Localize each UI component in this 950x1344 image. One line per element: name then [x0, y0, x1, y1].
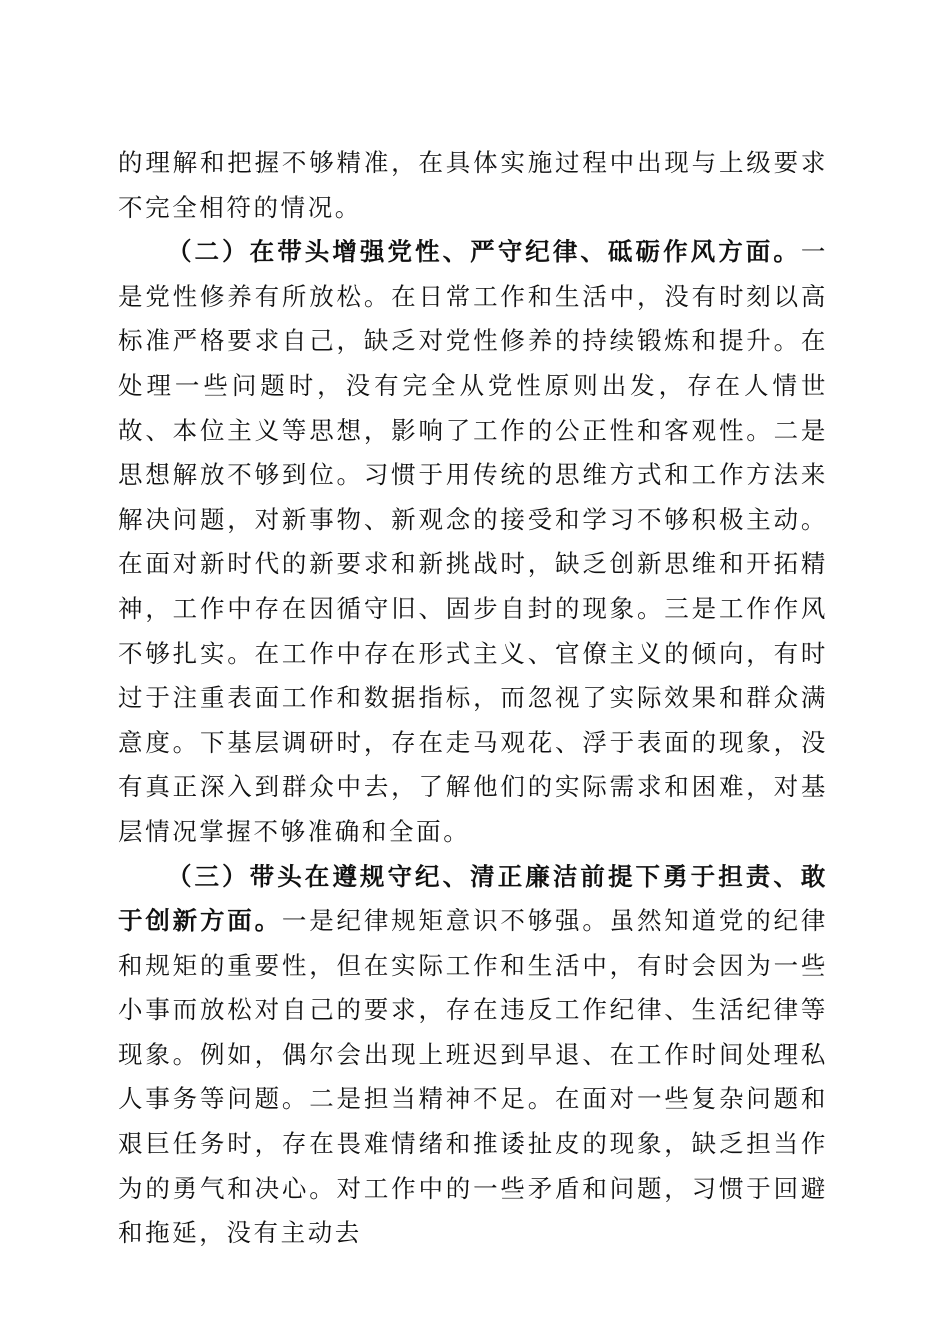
paragraph-continuation	[118, 141, 828, 230]
section-lead: 一是党性修养有所放松。	[118, 237, 828, 311]
paragraph-text: 的理解和把握不够精准，在具体实施过程中出现与上级要求不完全相符的情况。	[118, 148, 828, 222]
section-heading: （三）带头在遵规守纪、清正廉洁前提下勇于担责、敢于创新方面。	[118, 861, 828, 936]
paragraph-text: 在日常工作和生活中，没有时刻以高标准严格要求自己，缺乏对党性修养的持续锻炼和提升。在处理一些问题时，没有完全从党性原则出发，存在人情世故、本位主义等思想，影响了工作的公正性和客观性。二是思想解放不够到位。习惯于用传统的思维方式和工作方法来解决问题，对新事物、新观念的接受和学习不够积极主动。在面对新时代的新要求和新挑战时，缺乏创新思维和开拓精神，工作中存在因循守旧、固步自封的现象。三是工作作风不够扎实。在工作中存在形式主义、官僚主义的倾向，有时过于注重表面工作和数据指标，而忽视了实际效果和群众满意度。下基层调研时，存在走马观花、浮于表面的现象，没有真正深入到群众中去，了解他们的实际需求和困难，对基层情况掌握不够准确和全面。	[118, 281, 828, 846]
paragraph-section-2	[118, 230, 828, 854]
section-lead: 一是纪律规矩意识不够强。	[281, 906, 610, 936]
paragraph-section-3	[118, 855, 828, 1256]
paragraph-text: 虽然知道党的纪律和规矩的重要性，但在实际工作和生活中，有时会因为一些小事而放松对自己的要求，存在违反工作纪律、生活纪律等现象。例如，偶尔会出现上班迟到早退、在工作时间处理私人事务等问题。二是担当精神不足。在面对一些复杂问题和艰巨任务时，存在畏难情绪和推诿扯皮的现象，缺乏担当作为的勇气和决心。对工作中的一些矛盾和问题，习惯于回避和拖延，没有主动去	[118, 906, 828, 1248]
section-heading: （二）在带头增强党性、严守纪律、砥砺作风方面。	[167, 237, 801, 267]
document-body	[118, 141, 828, 1256]
